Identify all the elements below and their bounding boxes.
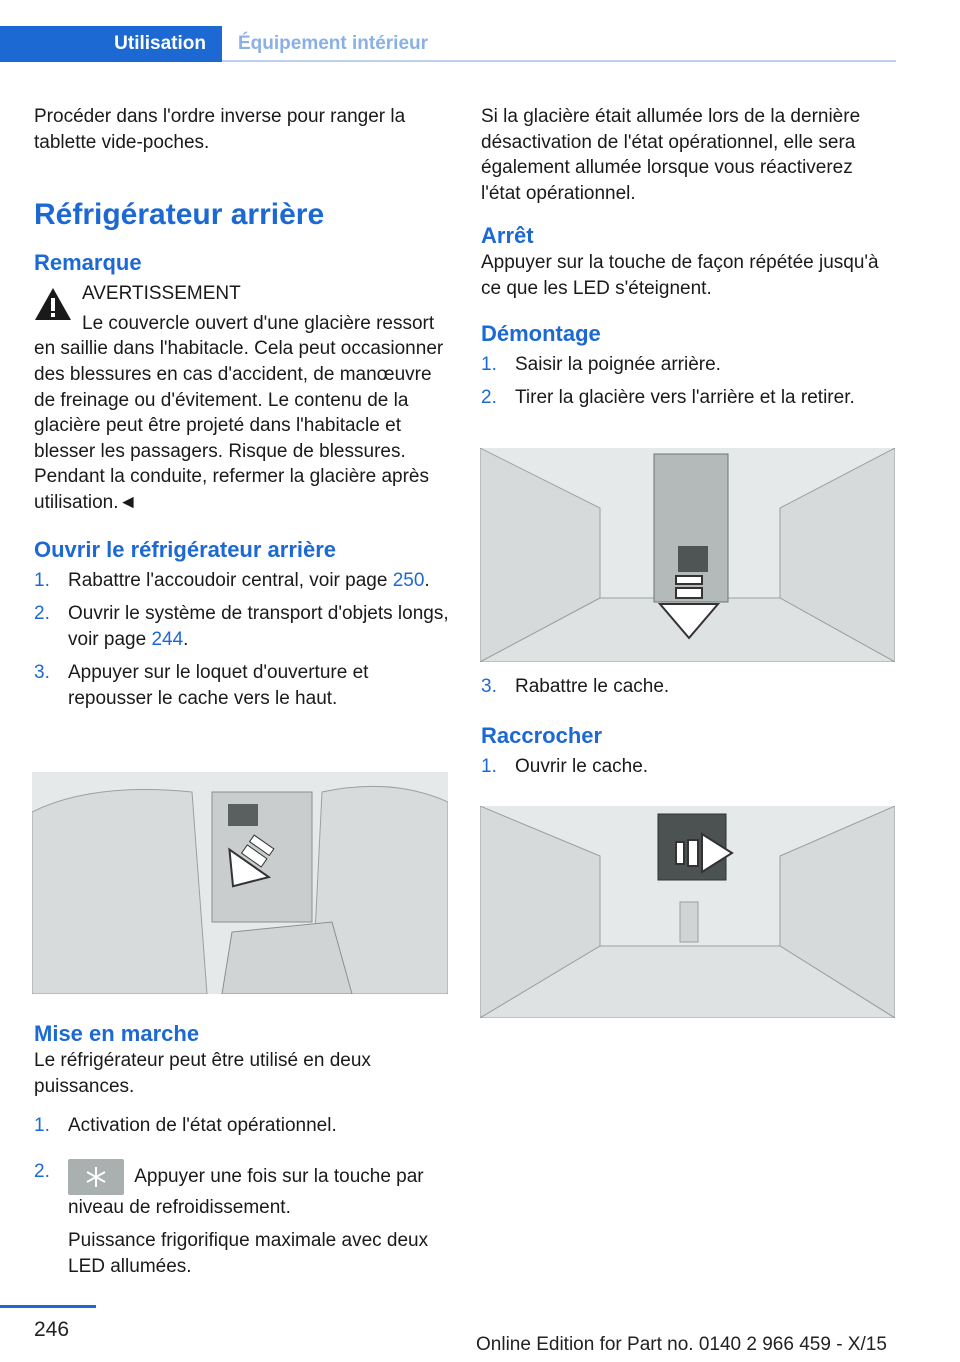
page-number: 246 [34,1318,70,1341]
warning-block [34,281,450,515]
list-item: 2. Appuyer une fois sur la touche par niveau de refroidissement. [34,1160,424,1218]
hook-steps-list [481,754,896,780]
page-link-250[interactable]: 250 [392,569,425,591]
start-section [34,1020,450,1280]
remark-heading: Remarque [34,250,142,276]
list-item: 2. Ouvrir le système de transport d'objets longs, voir page 244. [34,603,449,650]
start-text: Le réfrigérateur peut être utilisé en deux puissances. [34,1050,371,1097]
list-item: 2. Tirer la glacière vers l'arrière et la retirer. [481,387,855,409]
header-section-tab: Utilisation [0,26,222,62]
left-column [34,104,450,712]
cooler-removal-illustration [480,448,895,662]
start-steps-list [34,1113,450,1279]
snowflake-key-icon [68,1159,124,1195]
open-heading: Ouvrir le réfrigérateur arrière [34,536,337,562]
footer-edition: Online Edition for Part no. 0140 2 966 459 - X/15 [476,1334,887,1355]
stop-text: Appuyer sur la touche de façon répétée jusqu'à ce que les LED s'éteignent. [481,252,879,299]
figure-armrest-cooler [32,772,448,994]
warning-label: AVERTISSEMENT [82,283,241,305]
right-intro-text: Si la glacière était allumée lors de la dernière désactivation de l'état opérationnel, elle sera également allumée lorsque vous réactiverez l'état opérationnel. [481,106,861,204]
header-rule [222,60,896,62]
list-item: 1. Activation de l'état opérationnel. [34,1115,337,1137]
armrest-illustration [32,772,448,994]
warning-text: Le couvercle ouvert d'une glacière ressort en saillie dans l'habitacle. Cela peut occasionner des blessures en cas d'accident, de manœuvre de freinage ou d'évitement. Le contenu de la glacière peut être projeté dans l'habitacle et blesser les passagers. Risque de blessures. Pendant la conduite, refermer la glacière après utilisation.◄ [34,312,444,513]
header-subsection: Équipement intérieur [238,33,429,54]
hook-heading: Raccrocher [481,722,603,748]
list-item: 1. Rabattre l'accoudoir central, voir page 250. [34,569,430,591]
start-note: Puissance frigorifique maximale avec deux LED allumées. [68,1230,429,1277]
page-title: Réfrigérateur arrière [34,198,325,232]
open-cover-illustration [480,806,895,1018]
list-item: 3. Appuyer sur le loquet d'ouverture et repousser le cache vers le haut. [34,662,369,709]
warning-triangle-icon [34,287,72,321]
intro-text: Procéder dans l'ordre inverse pour ranger la tablette vide-poches. [34,106,406,153]
remove-heading: Démontage [481,320,601,346]
list-item: 1. Ouvrir le cache. [481,755,649,777]
right-column-lower [481,674,896,779]
right-column [481,104,896,411]
start-heading: Mise en marche [34,1021,200,1046]
open-steps-list [34,568,450,712]
list-item: 1. Saisir la poignée arrière. [481,353,721,375]
stop-heading: Arrêt [481,223,534,249]
footer-rule [0,1305,96,1308]
list-item: 3. Rabattre le cache. [481,676,670,697]
figure-cooler-removal [480,448,895,662]
remove-steps-list [481,352,896,411]
figure-open-cover [480,806,895,1018]
remove-step3-list [481,674,896,700]
page-link-244[interactable]: 244 [151,628,184,650]
